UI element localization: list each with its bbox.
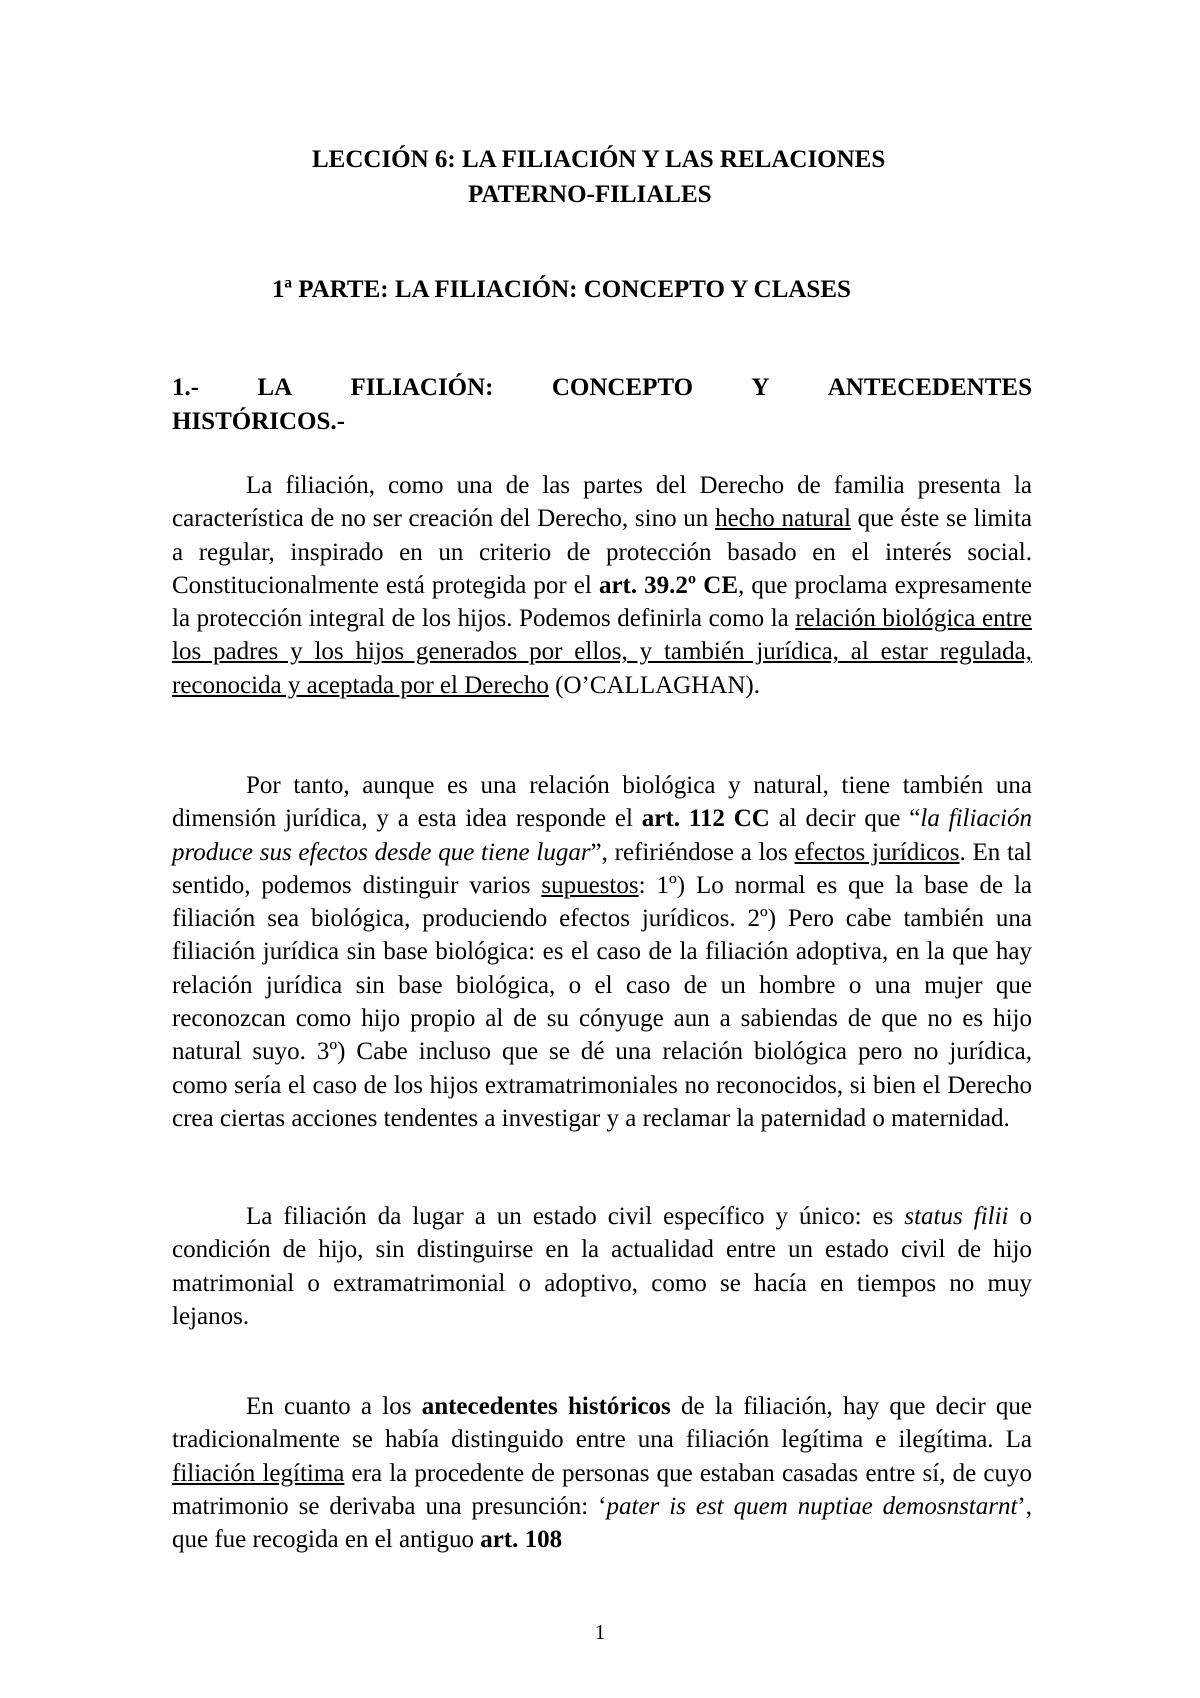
text-run: ’, que fue recogida en el antiguo xyxy=(172,1492,1032,1554)
text-run: , que proclama expresamente la protección integral de los hijos. Podemos definirla como la xyxy=(172,571,1033,633)
latin-term: status filii xyxy=(904,1203,1009,1230)
section-heading-word: 1.- xyxy=(172,374,200,401)
section-heading-word: FILIACIÓN: xyxy=(350,374,494,401)
section-heading-word: ANTECEDENTES xyxy=(827,374,1032,401)
paragraph-historical-background xyxy=(172,1390,1032,1556)
text-run: La filiación, como una de las partes del Derecho de familia presenta la característica de no ser creación del Derecho, sino un xyxy=(172,472,1032,533)
text-run: ”, refiriéndose a los xyxy=(590,838,795,866)
section-heading-word: Y xyxy=(751,374,770,401)
text-run: o condición de hijo, sin distinguirse en la actualidad entre un estado civil de hijo matrimonial o extramatrimonial o adoptivo, como se hacía en tiempos no muy lejanos. xyxy=(172,1203,1033,1330)
paragraph-legal-dimension xyxy=(172,769,1032,1135)
section-heading-continued: HISTÓRICOS.- xyxy=(172,408,345,435)
section-heading-word: CONCEPTO xyxy=(551,374,694,401)
text-run: de la filiación, hay que decir que tradicionalmente se había distinguido entre una filiación legítima e ilegítima. La xyxy=(172,1393,1032,1454)
underlined-term: hecho natural xyxy=(715,505,851,533)
text-run: (O’CALLAGHAN). xyxy=(548,671,760,699)
paragraph-civil-status xyxy=(172,1200,1032,1333)
underlined-definition: relación biológica entre los padres y los hijos generados por ellos, y también jurídica, al estar regulada, reconocida y aceptada por el Derecho xyxy=(172,605,1033,699)
bold-term: antecedentes históricos xyxy=(421,1393,671,1420)
part-heading: 1ª PARTE: LA FILIACIÓN: CONCEPTO Y CLASES xyxy=(272,276,851,303)
page-number: 1 xyxy=(594,1620,606,1644)
section-heading-word: LA xyxy=(257,374,293,401)
latin-maxim: pater is est quem nuptiae demosnstarnt xyxy=(606,1492,1018,1520)
article-reference: art. 39.2º CE xyxy=(598,571,738,599)
text-run: al decir que “ xyxy=(769,805,921,833)
text-run: era la procedente de personas que estaban casadas entre sí, de cuyo matrimonio se derivaba una presunción: ‘ xyxy=(172,1459,1032,1520)
text-run: : 1º) Lo normal es que la base de la filiación sea biológica, produciendo efectos jurídicos. 2º) Pero cabe también una filiación jurídica sin base biológica: es el caso de la filiación adoptiva, en la que hay relación jurídica sin base biológica, o el caso de un hombre o una mujer que reconozcan como hijo propio al de su cónyuge aun a sabiendas de que no es hijo natural suyo. 3º) Cabe incluso que se dé una relación biológica pero no jurídica, como sería el caso de los hijos extramatrimoniales no reconocidos, si bien el Derecho crea ciertas acciones tendentes a investigar y a reclamar la paternidad o maternidad. xyxy=(172,871,1032,1132)
lesson-title-line2: PATERNO-FILIALES xyxy=(468,181,712,208)
paragraph-definition xyxy=(172,469,1032,702)
text-run: En cuanto a los xyxy=(246,1393,422,1420)
underlined-term: supuestos xyxy=(541,871,639,899)
text-run: . En tal sentido, podemos distinguir varios xyxy=(172,838,1032,899)
text-run: Por tanto, aunque es una relación biológica y natural, tiene también una dimensión jurídica, y a esta idea responde el xyxy=(172,772,1032,833)
section-heading xyxy=(172,374,1032,402)
text-run: La filiación da lugar a un estado civil específico y único: es xyxy=(246,1203,905,1230)
underlined-term: filiación legítima xyxy=(172,1459,345,1487)
article-reference: art. 112 CC xyxy=(641,805,770,833)
article-reference: art. 108 xyxy=(480,1526,563,1554)
underlined-term: efectos jurídicos xyxy=(794,838,960,866)
lesson-title-line1: LECCIÓN 6: LA FILIACIÓN Y LAS RELACIONES xyxy=(312,146,886,173)
quoted-text: la filiación produce sus efectos desde que tiene lugar xyxy=(172,805,1032,866)
text-run: que éste se limita a regular, inspirado en un criterio de protección basado en el interés social. Constitucionalmente está protegida por el xyxy=(172,505,1032,599)
